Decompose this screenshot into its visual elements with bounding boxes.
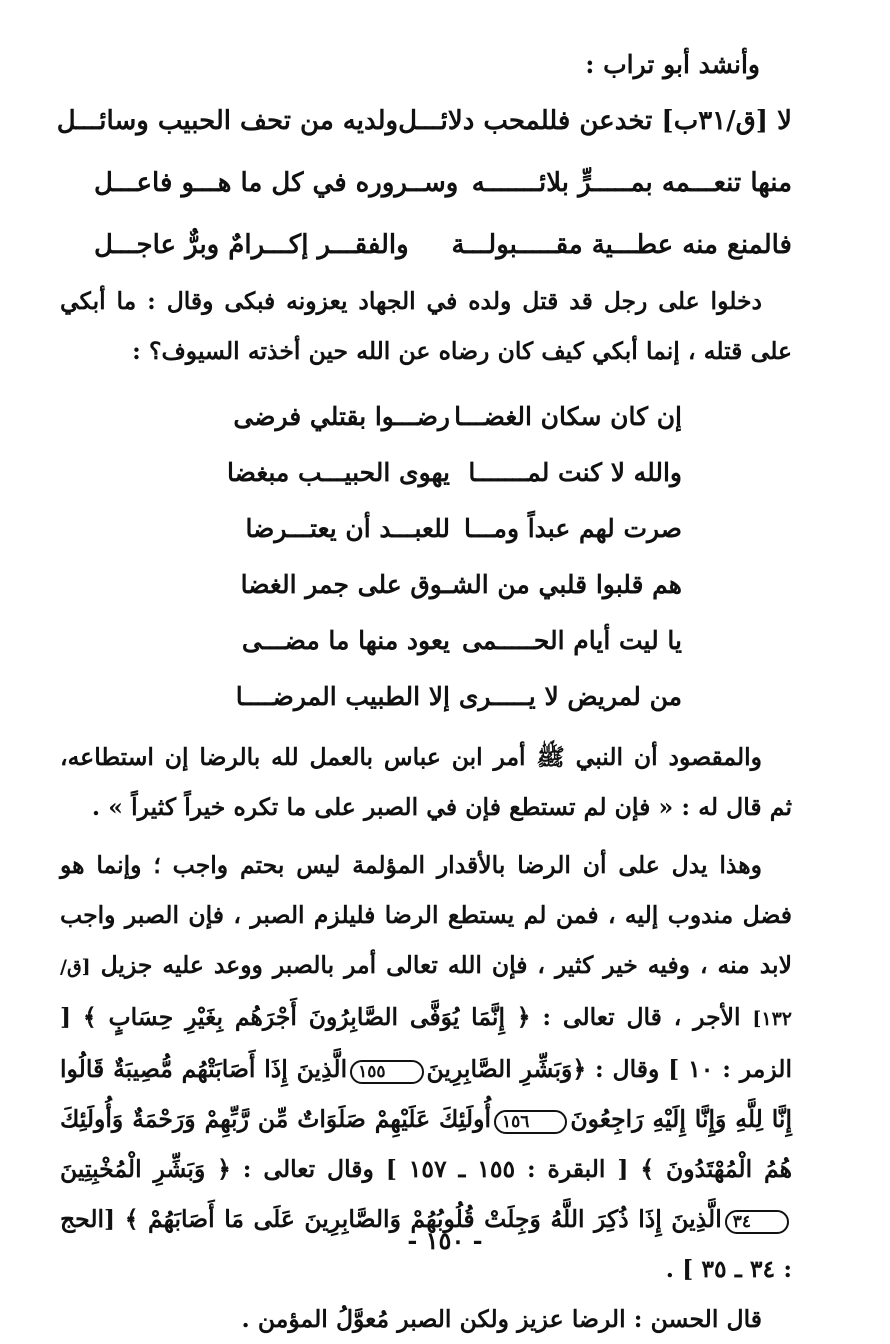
patience-text-3: الَّذِينَ إِذَا أَصَابَتْهُم مُّصِيبَةٌ قَالُوا إِنَّا لِلَّهِ وَإِنَّا إِلَيْهِ رَاجِعُونَ <box>60 1055 793 1133</box>
poem-verse-4 <box>60 556 682 612</box>
poem-verse-6 <box>60 668 682 724</box>
intro-line: وأنشد أبو تراب : <box>585 50 760 79</box>
patience-text-4: أُولَئِكَ عَلَيْهِمْ صَلَوَاتٌ مِّن رَّبِّهِمْ وَرَحْمَةٌ وَأُولَئِكَ هُمُ الْمُهْتَدُونَ ﴾ [ البقرة : ١٥٥ ـ ١٥٧ ] وقال تعالى : ﴿ وَبَشِّرِ الْمُخْبِتِينَ <box>60 1105 793 1183</box>
verse-first-half: والله لا كنت لمـــــــا <box>468 457 682 487</box>
hemistich-first: فالمنع منه عطـــية مقـــــبولـــة <box>451 230 792 260</box>
patience-text-1: وهذا يدل على أن الرضا بالأقدار المؤلمة ليس بحتم واجب ؛ وإنما هو فضل مندوب إليه ، فمن لم يستطع الرضا فليلزم الصبر ، فإن الصبر واجب لابد منه ، وفيه خير كثير ، فإن الله تعالى أمر بالصبر ووعد عليه جزيل <box>60 851 792 979</box>
hemistich-first: لا [ق/٣١ب] تخدعن فللمحب دلائـــل <box>398 106 792 136</box>
poem-verse-1 <box>60 388 682 444</box>
couplet-2 <box>60 152 792 214</box>
poem <box>60 388 792 724</box>
poem-verse-3 <box>60 500 682 556</box>
verse-second-half: رضـــوا بقتلي فرضى <box>233 401 450 431</box>
couplet-3 <box>60 214 792 276</box>
verse-first-half: هم قلبوا قلبي من الشـ <box>444 569 682 599</box>
verse-first-half: إن كان سكان الغضـــا <box>454 401 682 431</box>
patience-text-5: الَّذِينَ إِذَا ذُكِرَ اللَّهُ وَجِلَتْ قُلُوبُهُمْ وَالصَّابِرِينَ عَلَى مَا أَصَابَهُمْ ﴾ [الحج : ٣٤ ـ ٣٥ ] . <box>60 1205 792 1283</box>
verse-first-half: صرت لهم عبداً ومـــا <box>463 513 682 543</box>
spacer <box>60 724 792 732</box>
hemistich-second: ولديه من تحف الحبيب وسائـــل <box>56 106 399 136</box>
verse-first-half: من لمريض لا يـــــرى <box>458 681 682 711</box>
ayah-number-marker: ١٥٦ <box>494 1110 567 1134</box>
paragraph-intent: والمقصود أن النبي ﷺ أمر ابن عباس بالعمل لله بالرضا إن استطاعه، ثم قال له : « فإن لم تستطع فإن في الصبر على ما تكره خيراً كثيراً » . <box>60 743 792 821</box>
verse-second-half: يهوى الحبيـــب مبغضا <box>227 457 450 487</box>
verse-second-half: إلا الطبيب المرضــــا <box>235 681 450 711</box>
ayah-number-marker: ١٥٥ <box>350 1060 423 1084</box>
poem-verse-5 <box>60 612 682 668</box>
couplet-1 <box>56 90 792 152</box>
paragraph-mourning: دخلوا على رجل قد قتل ولده في الجهاد يعزونه فبكى وقال : ما أبكي على قتله ، إنما أبكي كيف كان رضاه عن الله حين أخذته السيوف؟ : <box>60 287 792 365</box>
page-number: - ١٥٠ - <box>407 1226 483 1255</box>
patience-text-2: الأجر ، قال تعالى : ﴿ إِنَّمَا يُوَفَّى الصَّابِرُونَ أَجْرَهُم بِغَيْرِ حِسَابٍ ﴾ [ الزمر : ١٠ ] وقال : ﴿وَبَشِّرِ الصَّابِرِينَ <box>60 1003 792 1083</box>
ayah-number-marker: ٣٤ <box>725 1210 789 1234</box>
poem-verse-2 <box>60 444 682 500</box>
verse-second-half: ـوق على جمر الغضا <box>240 569 450 599</box>
verse-second-half: يعود منها ما مضـــى <box>241 625 450 655</box>
manuscript-folio-ref: [ق/ ١٣٢] <box>60 956 792 1030</box>
verse-second-half: للعبـــد أن يعتـــرضا <box>245 513 450 543</box>
hemistich-second: وســروره في كل ما هـــو فاعـــل <box>94 168 459 198</box>
hemistich-first: منها تنعـــمه بمـــــرٍّ بلائـــــــه <box>471 168 792 198</box>
hemistich-second: والفقـــر إكـــرامٌ وبرٌّ عاجـــل <box>94 230 409 260</box>
spacer <box>60 832 792 840</box>
verse-first-half: يا ليت أيام الحـــــمى <box>461 625 682 655</box>
paragraph-hasan-quote: قال الحسن : الرضا عزيز ولكن الصبر مُعوَّلُ المؤمن . <box>241 1305 762 1333</box>
couplet-group <box>56 90 792 276</box>
